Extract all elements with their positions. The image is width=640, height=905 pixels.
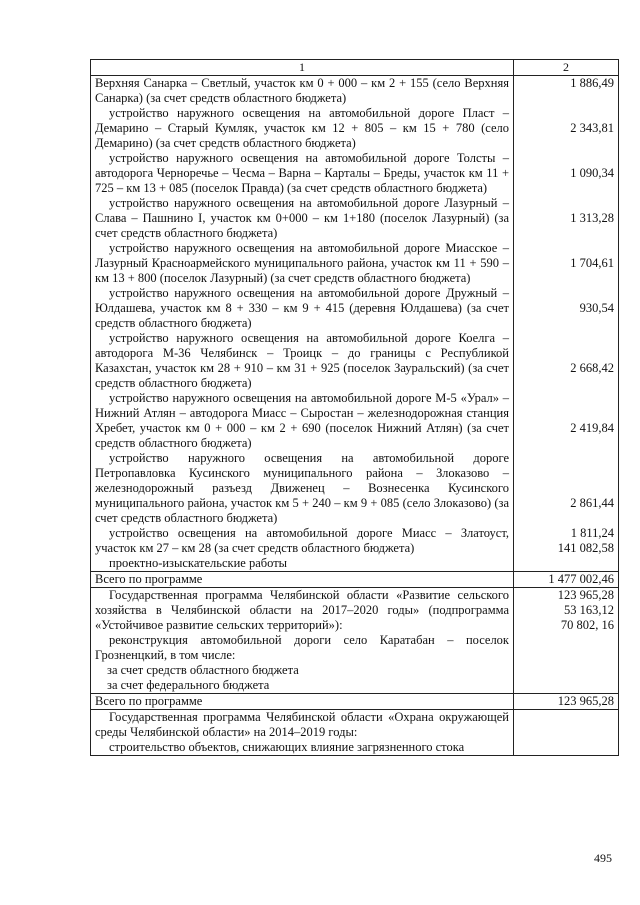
sub-item: за счет федерального бюджета [107, 678, 270, 692]
list-item-value: 2 861,44 [570, 496, 614, 510]
sub-value: 53 163,12 [564, 603, 614, 617]
budget-table [90, 59, 619, 756]
program-block [91, 588, 514, 694]
table-row [91, 588, 619, 694]
total-value: 123 965,28 [514, 694, 619, 710]
list-item: устройство наружного освещения на автомобильной дороге Коелга – автодорога М-36 Челябинск – Троицк – до границы с Республикой Казахстан, участок км 28 + 910 – км 31 + 925 (поселок Зауральский) (за счет средств областного бюджета) [95, 331, 509, 390]
header-col-2: 2 [514, 60, 619, 76]
road-lighting-entries [91, 76, 514, 572]
road-lighting-values [514, 76, 619, 572]
item-value: 123 965,28 [557, 588, 614, 602]
sub-value: 70 802, 16 [560, 618, 614, 632]
list-item-value: 1 313,28 [570, 211, 614, 225]
list-item-value: 930,54 [579, 301, 614, 315]
program-block [91, 710, 514, 756]
empty-value-cell [514, 710, 619, 756]
sub-item: за счет средств областного бюджета [107, 663, 299, 677]
table-row [91, 710, 619, 756]
total-row [91, 572, 619, 588]
list-item-value: 1 704,61 [570, 256, 614, 270]
list-item-value: 1 886,49 [570, 76, 614, 90]
program-title: Государственная программа Челябинской области «Охрана окружающей среды Челябинской области» на 2014–2019 годы: [95, 710, 509, 739]
total-label: Всего по программе [91, 572, 514, 588]
page-number: 495 [594, 851, 612, 865]
list-item-value: 2 343,81 [570, 121, 614, 135]
list-item: устройство наружного освещения на автомобильной дороге Петропавловка Кусинского муниципального района – Злоказово – железнодорожный разъезд Движенец – Вознесенка Кусинского муниципального района, участок км 5 + 240 – км 9 + 085 (село Злоказово) (за счет средств областного бюджета) [95, 451, 509, 525]
header-col-1: 1 [91, 60, 514, 76]
list-item: устройство наружного освещения на автомобильной дороге Дружный – Юлдашева, участок км 8 + 330 – км 9 + 415 (деревня Юлдашева) (за счет средств областного бюджета) [95, 286, 509, 330]
list-item: Верхняя Санарка – Светлый, участок км 0 + 000 – км 2 + 155 (село Верхняя Санарка) (за счет средств областного бюджета) [95, 76, 509, 105]
program-item: строительство объектов, снижающих влияние загрязненного стока [109, 740, 465, 754]
program-item: реконструкция автомобильной дороги село Каратабан – поселок Грозненцкий, в том числе: [95, 633, 509, 662]
total-row [91, 694, 619, 710]
program-values [514, 588, 619, 694]
program-title: Государственная программа Челябинской области «Развитие сельского хозяйства в Челябинской области на 2017–2020 годы» (подпрограмма «Устойчивое развитие сельских территорий»): [95, 588, 509, 632]
list-item: устройство освещения на автомобильной дороге Миасс – Златоуст, участок км 27 – км 28 (за счет средств областного бюджета) [95, 526, 509, 555]
list-item: устройство наружного освещения на автомобильной дороге Лазурный – Слава – Пашнино I, участок км 0+000 – км 1+180 (поселок Лазурный) (за счет средств областного бюджета) [95, 196, 509, 240]
total-value: 1 477 002,46 [514, 572, 619, 588]
list-item-value: 1 090,34 [570, 166, 614, 180]
total-label: Всего по программе [91, 694, 514, 710]
list-item: проектно-изыскательские работы [109, 556, 288, 570]
list-item-value: 1 811,24 [570, 526, 614, 540]
list-item: устройство наружного освещения на автомобильной дороге Миасское – Лазурный Красноармейского муниципального района, участок км 11 + 590 – км 13 + 800 (поселок Лазурный) (за счет средств областного бюджета) [95, 241, 509, 285]
list-item: устройство наружного освещения на автомобильной дороге Пласт – Демарино – Старый Кумляк, участок км 12 + 805 – км 15 + 780 (село Демарино) (за счет средств областного бюджета) [95, 106, 509, 150]
list-item-value: 2 668,42 [570, 361, 614, 375]
table-row [91, 76, 619, 572]
list-item-value: 141 082,58 [557, 541, 614, 555]
list-item: устройство наружного освещения на автомобильной дороге М-5 «Урал» – Нижний Атлян – автодорога Миасс – Сыростан – железнодорожная станция Хребет, участок км 0 + 000 – км 2 + 690 (поселок Нижний Атлян) (за счет средств областного бюджета) [95, 391, 509, 450]
table-header-row [91, 60, 619, 76]
list-item-value: 2 419,84 [570, 421, 614, 435]
list-item: устройство наружного освещения на автомобильной дороге Толсты – автодорога Черноречье – Чесма – Варна – Карталы – Бреды, участок км 11 + 725 – км 13 + 085 (поселок Правда) (за счет средств областного бюджета) [95, 151, 509, 195]
